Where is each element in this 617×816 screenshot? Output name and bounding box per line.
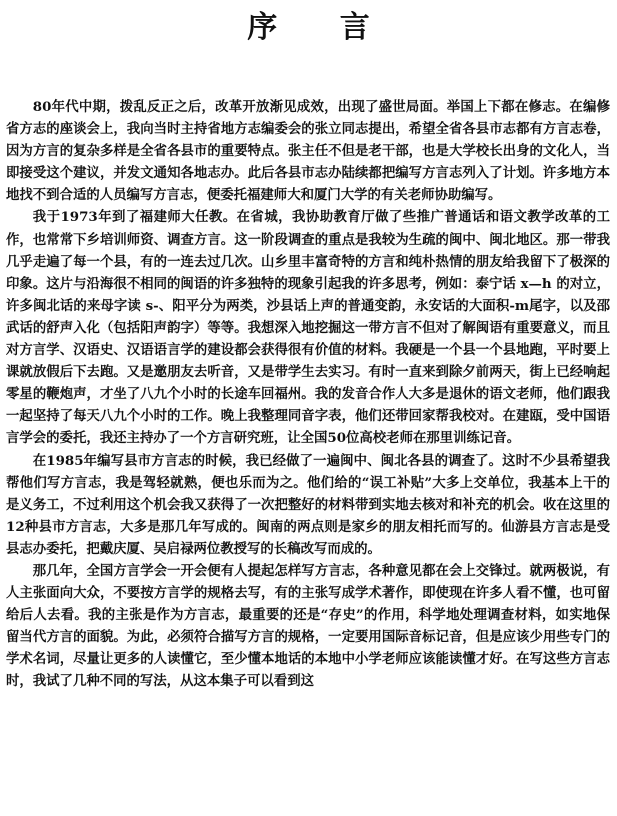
paragraph-1: 80年代中期，拨乱反正之后，改革开放渐见成效，出现了盛世局面。举国上下都在修志。在编修省方志的座谈会上，我向当时主持省地方志编委会的张立同志提出，希望全省各县市志都有方言志卷，因为方言的复杂多样是全省各县市的重要特点。张主任不但是老干部，也是大学校长出身的文化人，当即接受这个建议，并发文通知各地志办。此后各县市志办陆续都把编写方言志列入了计划。许多地方本地找不到合适的人员编写方言志，便委托福建师大和厦门大学的有关老师协助编写。	[6, 99, 610, 204]
page-title: 序 言	[247, 10, 396, 45]
paragraph-2: 我于1973年到了福建师大任教。在省城，我协助教育厅做了些推广普通话和语文教学改革的工作，也常常下乡培训师资、调查方言。这一阶段调查的重点是我较为生疏的闽中、闽北地区。那一带我几乎走遍了每一个县，有的一连去过几次。山乡里丰富奇特的方言和纯朴热情的朋友给我留下了极深的印象。这片与沿海很不相同的闽语的许多独特的现象引起我的许多思考，例如：泰宁话 x—h 的对立，许多闽北话的来母字读 s-、阳平分为两类，沙县话上声的普通变韵，永安话的大面积-m尾字，以及邵武话的舒声入化（包括阳声韵字）等等。我想深入地挖掘这一带方言不但对了解闽语有重要意义，而且对方言学、汉语史、汉语语言学的建设都会获得很有价值的材料。我硬是一个县一个县地跑，平时要上课就放假后下去跑。又是邀朋友去听音，又是带学生去实习。有时一直来到除夕前两天，街上已经响起零星的鞭炮声，才坐了八九个小时的长途车回福州。我的发音合作人大多是退休的语文老师，他们跟我一起坚持了每天八九个小时的工作。晚上我整理同音字表，他们还带回家帮我校对。在建瓯，受中国语言学会的委托，我还主持办了一个方言研究班，让全国50位高校老师在那里训练记音。	[6, 209, 610, 447]
paragraph-4: 那几年，全国方言学会一开会便有人提起怎样写方言志，各种意见都在会上交锋过。就两极说，有人主张面向大众，不要按方言学的规格去写，有的主张写成学术著作，即使现在许多人看不懂，也可留给后人去看。我的主张是作为方言志，最重要的还是“存史”的作用，科学地处理调查材料，如实地保留当代方言的面貌。为此，必须符合描写方言的规格，一定要用国际音标记音，但是应该少用些专门的学术名词，尽量让更多的人读懂它，至少懂本地话的本地中小学老师应该能读懂才好。在写这些方言志时，我试了几种不同的写法，从这本集子可以看到这	[6, 562, 610, 690]
paragraph-3: 在1985年编写县市方言志的时候，我已经做了一遍闽中、闽北各县的调查了。这时不少县希望我帮他们写方言志，我是驾轻就熟，便也乐而为之。他们给的“误工补贴”大多上交单位，我基本上干的是义务工，不过利用这个机会我又获得了一次把整好的材料带到实地去核对和补充的机会。收在这里的12种县市方言志，大多是那几年写成的。闽南的两点则是家乡的朋友相托而写的。仙游县方言志是受县志办委托，把戴庆厦、吴启禄两位教授写的长稿改写而成的。	[6, 452, 610, 557]
body-text	[6, 96, 610, 693]
